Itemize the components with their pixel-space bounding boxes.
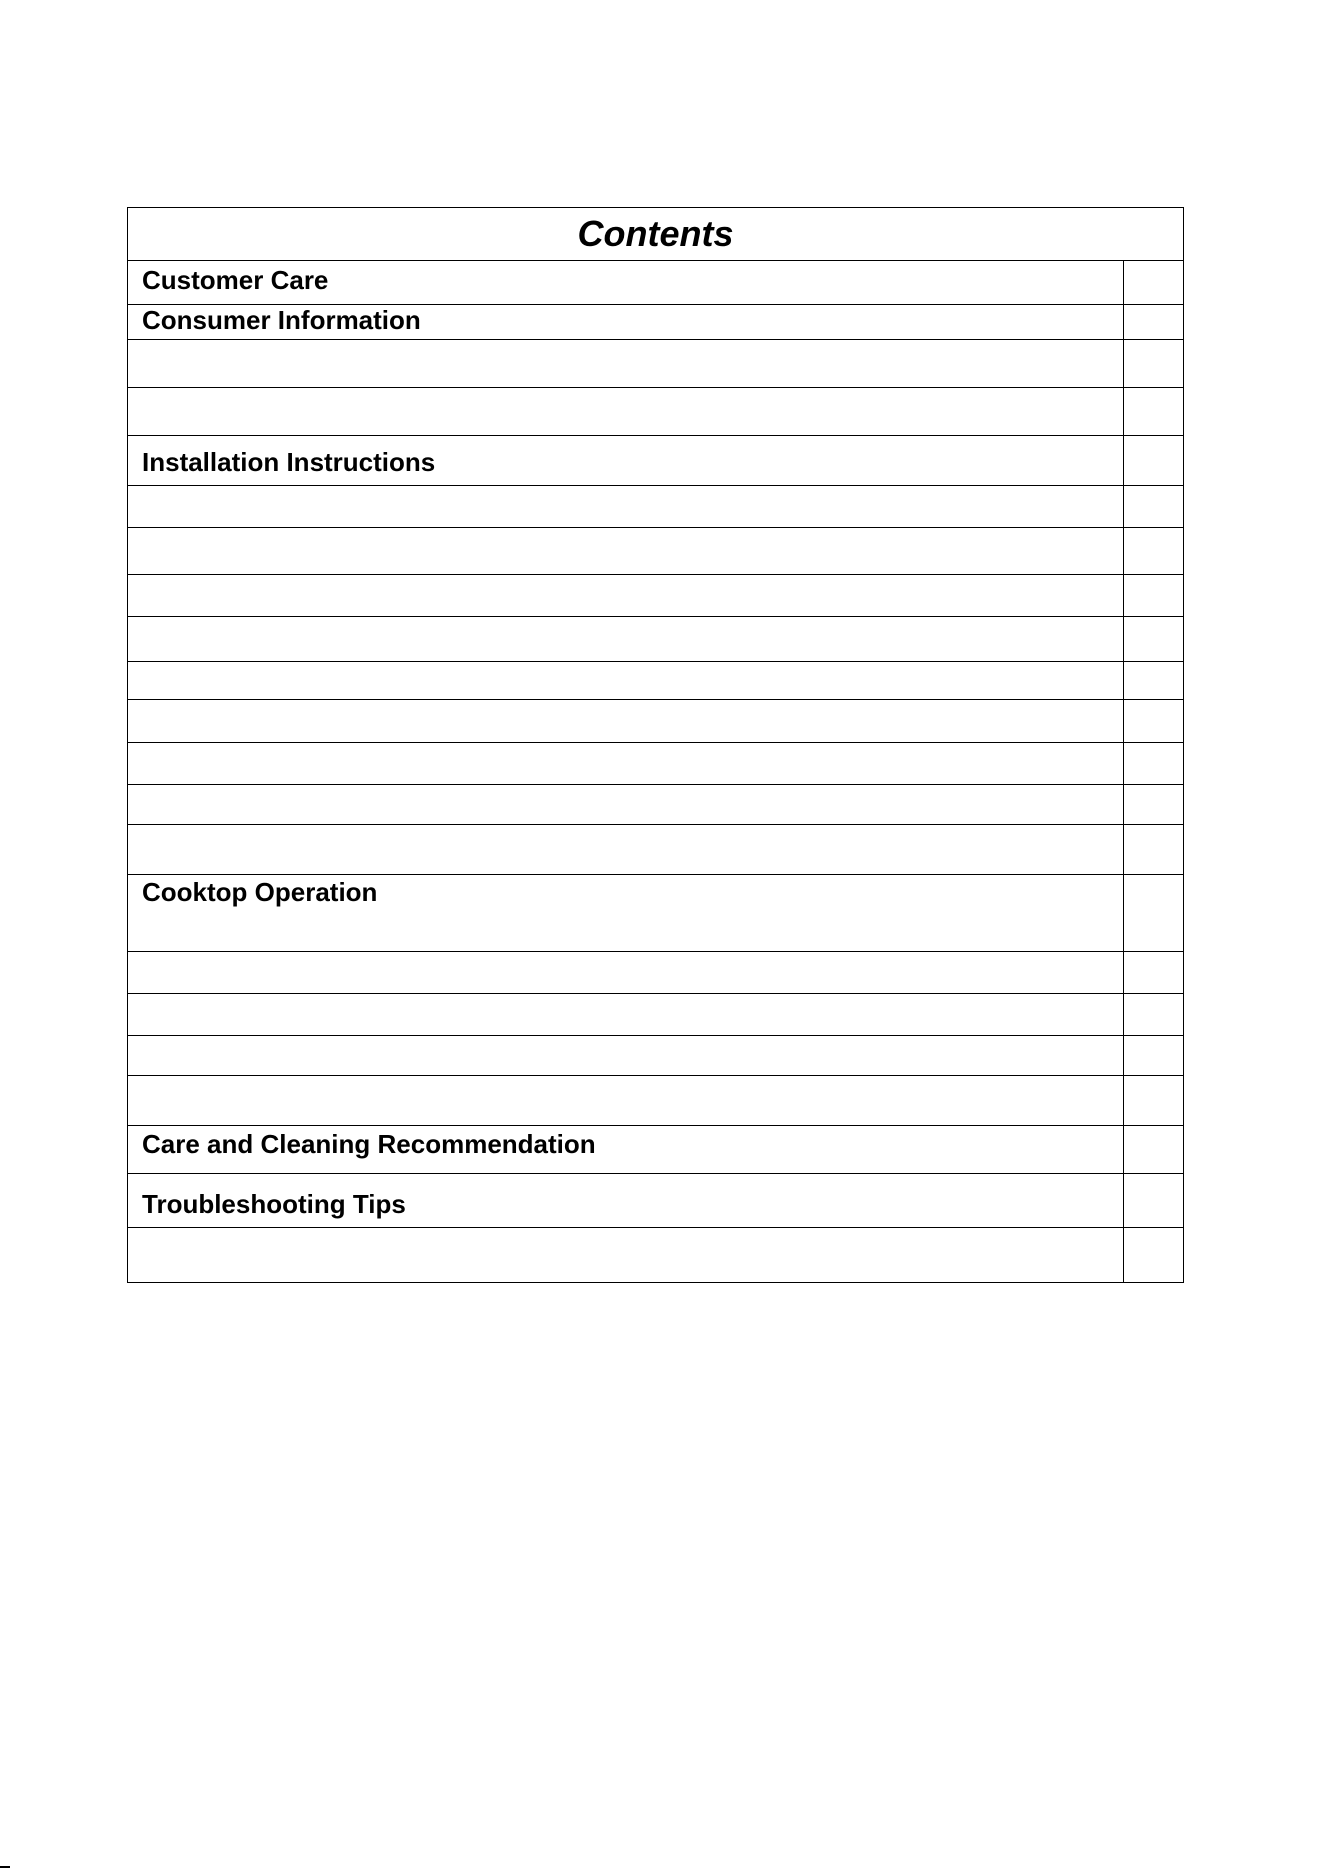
toc-label	[128, 994, 1123, 1004]
toc-page-cell	[1124, 1174, 1184, 1228]
toc-row	[128, 994, 1184, 1036]
toc-label-cell	[128, 1036, 1124, 1076]
toc-label	[128, 388, 1123, 398]
toc-row	[128, 436, 1184, 486]
toc-label-cell	[128, 743, 1124, 785]
toc-label-cell	[128, 261, 1124, 305]
toc-label-cell	[128, 662, 1124, 700]
page-corner-mark	[0, 1866, 10, 1868]
toc-page-cell	[1124, 528, 1184, 575]
toc-label	[128, 662, 1123, 672]
toc-label	[128, 486, 1123, 496]
contents-title-cell	[128, 208, 1184, 261]
toc-label	[128, 575, 1123, 585]
toc-label	[128, 528, 1123, 538]
toc-page-cell	[1124, 700, 1184, 743]
toc-page-cell	[1124, 261, 1184, 305]
toc-row	[128, 575, 1184, 617]
contents-table	[127, 207, 1184, 1283]
toc-label	[128, 1036, 1123, 1046]
toc-label	[128, 700, 1123, 710]
toc-label-cell	[128, 994, 1124, 1036]
toc-label: Consumer Information	[142, 305, 421, 335]
toc-label	[128, 785, 1123, 795]
toc-page-cell	[1124, 340, 1184, 388]
toc-page-cell	[1124, 952, 1184, 994]
toc-page-cell	[1124, 617, 1184, 662]
toc-row	[128, 528, 1184, 575]
toc-row	[128, 486, 1184, 528]
contents-title-row	[128, 208, 1184, 261]
toc-row	[128, 1174, 1184, 1228]
toc-label	[128, 1228, 1123, 1238]
toc-page-cell	[1124, 575, 1184, 617]
toc-row	[128, 743, 1184, 785]
toc-row	[128, 825, 1184, 875]
toc-page-cell	[1124, 305, 1184, 340]
toc-row	[128, 261, 1184, 305]
toc-label	[128, 825, 1123, 835]
toc-row	[128, 1228, 1184, 1283]
toc-label-cell	[128, 436, 1124, 486]
toc-label	[128, 617, 1123, 627]
toc-row	[128, 700, 1184, 743]
toc-row	[128, 785, 1184, 825]
toc-label-cell	[128, 340, 1124, 388]
toc-label-cell	[128, 825, 1124, 875]
toc-row	[128, 875, 1184, 952]
toc-page-cell	[1124, 875, 1184, 952]
toc-page-cell	[1124, 1228, 1184, 1283]
toc-label-cell	[128, 1126, 1124, 1174]
toc-label-cell	[128, 875, 1124, 952]
toc-label: Cooktop Operation	[142, 877, 378, 907]
toc-label-cell	[128, 700, 1124, 743]
toc-row	[128, 617, 1184, 662]
toc-label-cell	[128, 305, 1124, 340]
toc-label-cell	[128, 575, 1124, 617]
toc-row	[128, 340, 1184, 388]
toc-label-cell	[128, 528, 1124, 575]
toc-row	[128, 1036, 1184, 1076]
toc-page-cell	[1124, 825, 1184, 875]
toc-page-cell	[1124, 1076, 1184, 1126]
toc-label: Customer Care	[142, 265, 329, 295]
toc-label	[128, 743, 1123, 753]
toc-row	[128, 952, 1184, 994]
toc-label-cell	[128, 1174, 1124, 1228]
toc-label-cell	[128, 486, 1124, 528]
toc-row	[128, 1126, 1184, 1174]
toc-label	[128, 340, 1123, 350]
toc-row	[128, 305, 1184, 340]
toc-label: Troubleshooting Tips	[142, 1189, 406, 1219]
toc-label-cell	[128, 617, 1124, 662]
toc-row	[128, 1076, 1184, 1126]
toc-label-cell	[128, 785, 1124, 825]
toc-label: Installation Instructions	[142, 447, 436, 477]
toc-row	[128, 388, 1184, 436]
toc-label	[128, 952, 1123, 962]
toc-label: Care and Cleaning Recommendation	[142, 1129, 596, 1159]
toc-page-cell	[1124, 662, 1184, 700]
toc-page-cell	[1124, 743, 1184, 785]
toc-label-cell	[128, 1076, 1124, 1126]
toc-label-cell	[128, 388, 1124, 436]
toc-label	[128, 1076, 1123, 1086]
toc-page-cell	[1124, 1126, 1184, 1174]
contents-title: Contents	[577, 213, 734, 254]
toc-page-cell	[1124, 785, 1184, 825]
toc-page-cell	[1124, 436, 1184, 486]
toc-page-cell	[1124, 486, 1184, 528]
toc-page-cell	[1124, 1036, 1184, 1076]
toc-label-cell	[128, 952, 1124, 994]
toc-page-cell	[1124, 994, 1184, 1036]
toc-label-cell	[128, 1228, 1124, 1283]
toc-row	[128, 662, 1184, 700]
toc-page-cell	[1124, 388, 1184, 436]
